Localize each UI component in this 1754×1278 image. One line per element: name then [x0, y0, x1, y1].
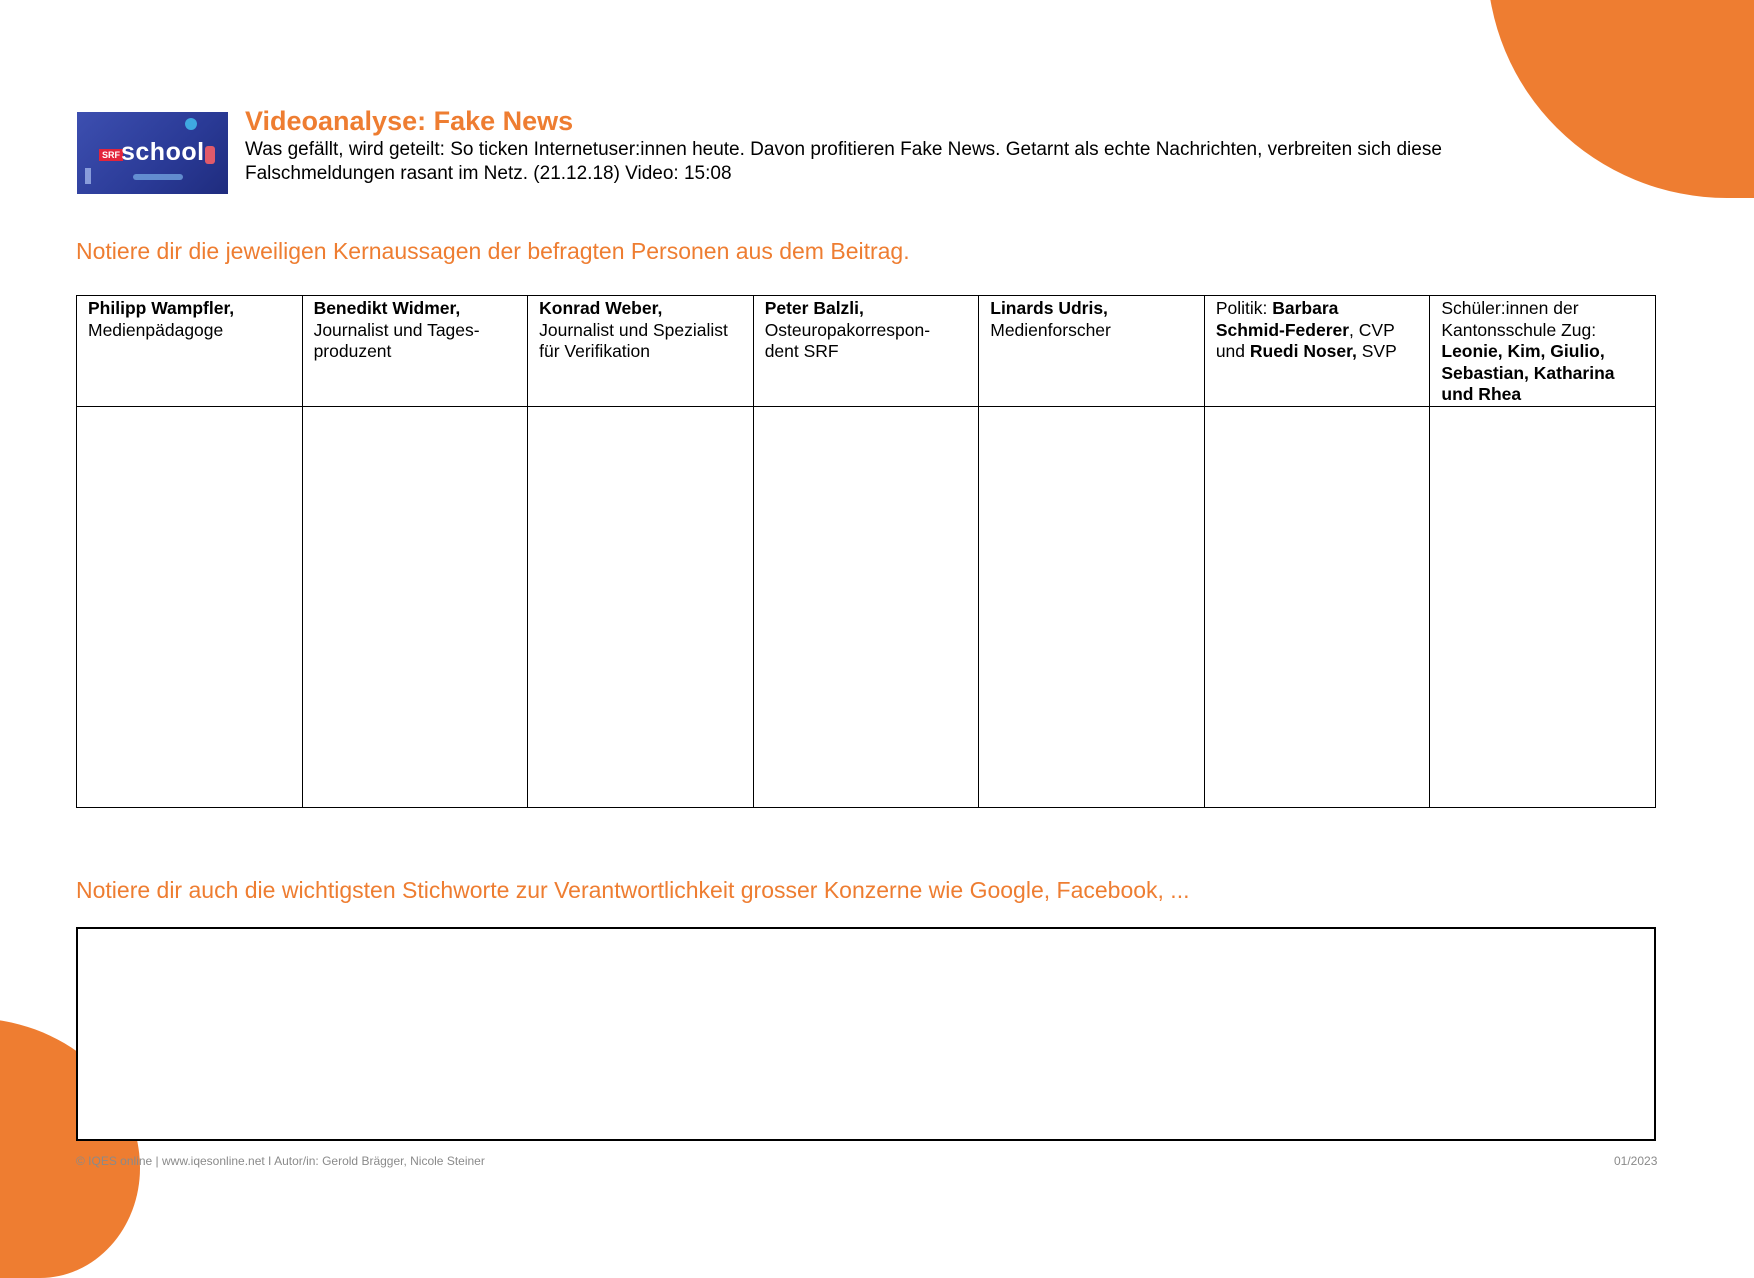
notes-row	[77, 406, 1656, 808]
video-description: Was gefällt, wird geteilt: So ticken Internetuser:innen heute. Davon profitieren Fake News. Getarnt als echte Nachrichten, verbreiten sich diese Falschmeldungen rasant im Netz. (21.12.18) Video: 15:08	[245, 139, 1442, 184]
task-instruction-2: Notiere dir auch die wichtigsten Stichworte zur Verantwortlichkeit grosser Konzerne wie Google, Facebook, ...	[76, 877, 1190, 903]
interviewee-role: Politik:	[1215, 298, 1273, 318]
interviewee-role: produzent	[313, 341, 392, 361]
interviewee-role: Journalist und Tages-	[313, 319, 480, 340]
interviewee-role: Journalist und Spezialist	[539, 319, 728, 340]
interviewee-name: Ruedi Noser,	[1249, 341, 1357, 361]
interviewee-header-cell	[979, 296, 1205, 407]
interviewee-header-cell	[1204, 296, 1430, 407]
interviewee-role: Osteuropakorrespon-	[764, 319, 931, 340]
notes-cell[interactable]	[528, 406, 754, 808]
logo-decoration	[85, 168, 91, 184]
logo-decoration	[185, 118, 197, 130]
interviewee-header-row	[77, 296, 1656, 407]
interviewee-role: dent SRF	[764, 341, 839, 361]
interviewee-table	[76, 295, 1656, 808]
keywords-answer-box[interactable]	[76, 927, 1656, 1141]
interviewee-role: , CVP	[1349, 319, 1395, 340]
srf-school-logo	[77, 112, 228, 194]
notes-cell[interactable]	[1430, 406, 1656, 808]
notes-cell[interactable]	[77, 406, 303, 808]
interviewee-header-cell	[753, 296, 979, 407]
footer-date: 01/2023	[1614, 1154, 1658, 1168]
notes-cell[interactable]	[302, 406, 528, 808]
logo-decoration	[205, 146, 215, 164]
interviewee-name: Philipp Wampfler,	[88, 298, 235, 318]
interviewee-header-cell	[77, 296, 303, 407]
interviewee-name: Benedikt Widmer,	[313, 298, 461, 318]
footer-credits: © IQES online | www.iqesonline.net I Autor/in: Gerold Brägger, Nicole Steiner	[76, 1154, 485, 1168]
interviewee-name: und Rhea	[1441, 384, 1522, 404]
logo-decoration	[133, 174, 183, 180]
interviewee-name: Schmid-Federer	[1215, 319, 1350, 340]
interviewee-role: Medienpädagoge	[88, 319, 224, 340]
interviewee-header-cell	[1430, 296, 1656, 407]
interviewee-role: Schüler:innen der	[1441, 298, 1579, 318]
task-instruction-1: Notiere dir die jeweiligen Kernaussagen der befragten Personen aus dem Beitrag.	[76, 238, 910, 264]
interviewee-name: Barbara	[1272, 298, 1339, 318]
notes-cell[interactable]	[979, 406, 1205, 808]
interviewee-name: Konrad Weber,	[539, 298, 663, 318]
interviewee-role: SVP	[1356, 341, 1397, 361]
interviewee-role: Kantonsschule Zug:	[1441, 319, 1597, 340]
logo-badge: SRF	[99, 149, 123, 161]
interviewee-role: und	[1215, 341, 1250, 361]
notes-cell[interactable]	[753, 406, 979, 808]
page-title: Videoanalyse: Fake News	[245, 106, 574, 136]
interviewee-header-cell	[302, 296, 528, 407]
interviewee-role: Medienforscher	[990, 319, 1111, 340]
interviewee-name: Peter Balzli,	[764, 298, 864, 318]
interviewee-name: Leonie, Kim, Giulio,	[1441, 341, 1605, 361]
interviewee-name: Sebastian, Katharina	[1441, 362, 1615, 383]
notes-cell[interactable]	[1204, 406, 1430, 808]
interviewee-role: für Verifikation	[539, 341, 651, 361]
interviewee-name: Linards Udris,	[990, 298, 1108, 318]
interviewee-header-cell	[528, 296, 754, 407]
logo-wordmark: school	[121, 138, 205, 166]
